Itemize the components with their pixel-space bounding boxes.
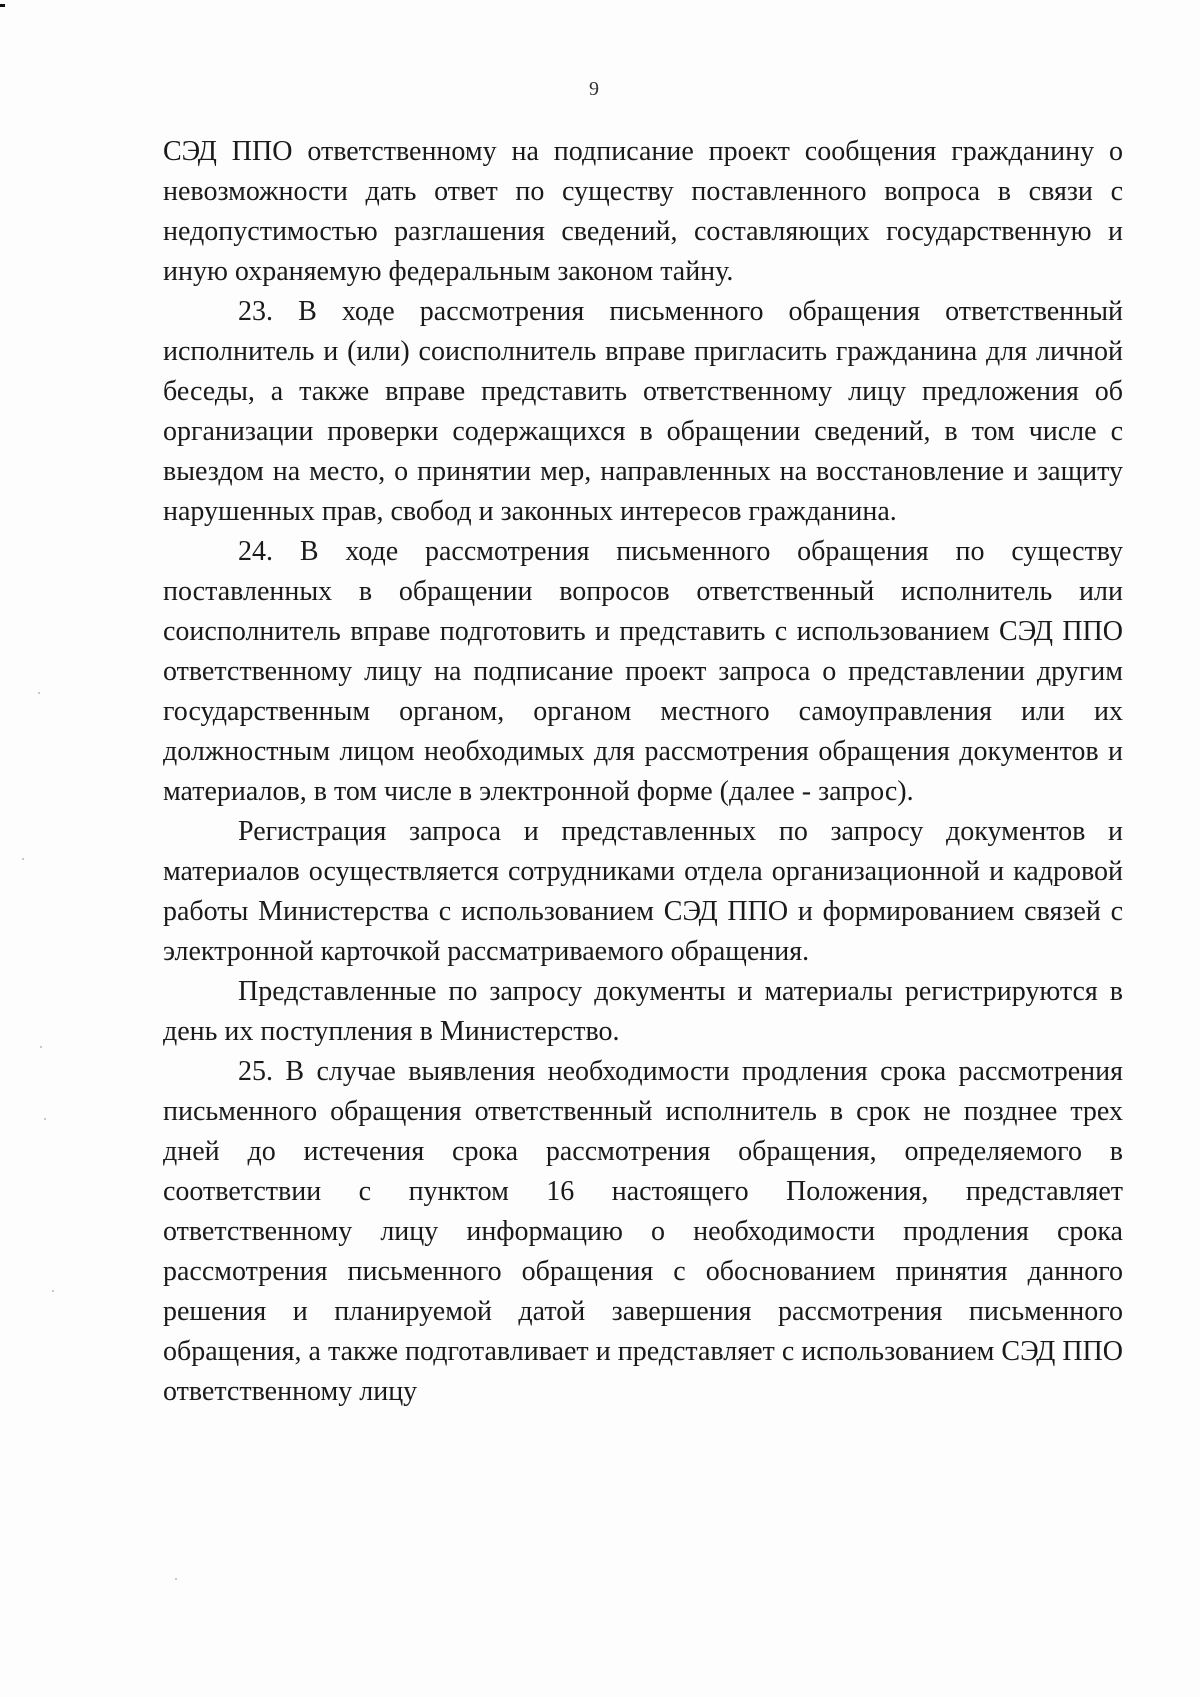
paragraph-item-23: 23. В ходе рассмотрения письменного обращения ответственный исполнитель и (или) соисполнитель вправе пригласить гражданина для личной беседы, а также вправе представить ответственному лицу предложения об организации проверки содержащихся в обращении сведений, в том числе с выездом на место, о принятии мер, направленных на восстановление и защиту нарушенных прав, свобод и законных интересов гражданина.: [163, 296, 1123, 527]
scan-speck: [175, 1578, 177, 1580]
scan-speck: [22, 858, 24, 860]
page-number: 9: [589, 78, 599, 100]
scan-speck: [38, 692, 40, 694]
scan-speck: [44, 1118, 46, 1120]
document-body: [163, 132, 1123, 1412]
paragraph-request-registration: Регистрация запроса и представленных по запросу документов и материалов осуществляется сотрудниками отдела организационной и кадровой работы Министерства с использованием СЭД ППО и формированием связей с электронной карточкой рассматриваемого обращения.: [163, 816, 1123, 967]
paragraph-continuation: СЭД ППО ответственному на подписание проект сообщения гражданину о невозможности дать ответ по существу поставленного вопроса в связи с недопустимостью разглашения сведений, составляющих государственную и иную охраняемую федеральным законом тайну.: [163, 136, 1123, 287]
paragraph-item-24: 24. В ходе рассмотрения письменного обращения по существу поставленных в обращении вопросов ответственный исполнитель или соисполнитель вправе подготовить и представить с использованием СЭД ППО ответственному лицу на подписание проект запроса о представлении другим государственным органом, органом местного самоуправления или их должностным лицом необходимых для рассмотрения обращения документов и материалов, в том числе в электронной форме (далее - запрос).: [163, 536, 1123, 807]
scan-speck: [52, 1290, 54, 1292]
scan-speck: [40, 1046, 42, 1048]
paragraph-item-25: 25. В случае выявления необходимости продления срока рассмотрения письменного обращения ответственный исполнитель в срок не позднее трех дней до истечения срока рассмотрения обращения, определяемого в соответствии с пунктом 16 настоящего Положения, представляет ответственному лицу информацию о необходимости продления срока рассмотрения письменного обращения с обоснованием принятия данного решения и планируемой датой завершения рассмотрения письменного обращения, а также подготавливает и представляет с использованием СЭД ППО ответственному лицу: [163, 1056, 1123, 1407]
paragraph-materials-registration: Представленные по запросу документы и материалы регистрируются в день их поступления в Министерство.: [163, 976, 1123, 1047]
scan-corner-mark: [0, 4, 5, 7]
